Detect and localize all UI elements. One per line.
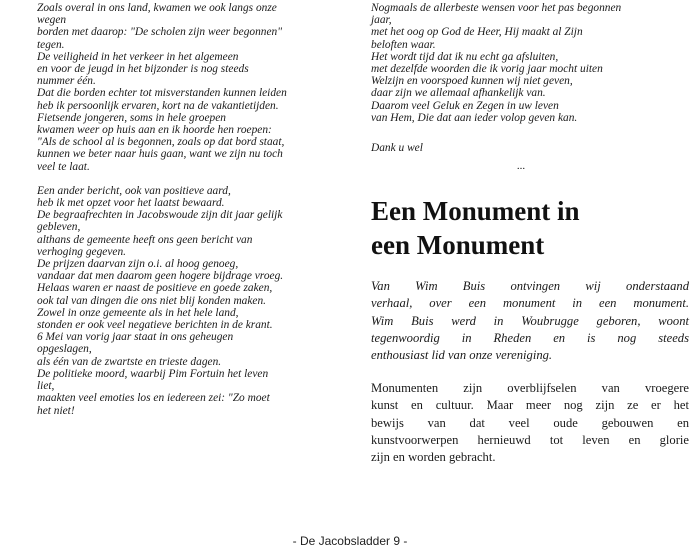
poem-line: als één van de zwartste en trieste dagen.	[37, 355, 222, 368]
poem-line: liet,	[37, 380, 55, 393]
section-separator: ...	[516, 160, 526, 173]
poem-line: gebleven,	[37, 221, 81, 234]
poem-line: nummer één.	[37, 75, 96, 88]
body-line: kunst en cultuur. Maar meer nog zijn ze er het	[371, 398, 689, 413]
poem-line: maakten veel emoties los en iedereen zei: "Zo moet	[37, 392, 270, 405]
left-column	[37, 2, 355, 417]
closing-thanks: Dank u wel	[371, 142, 423, 155]
poem-line: Fietsende jongeren, soms in hele groepen	[37, 111, 226, 124]
article-body	[371, 380, 689, 466]
poem-stanza-2	[37, 185, 355, 417]
poem-line: met het oog op God de Heer, Hij maakt al Zijn	[371, 26, 583, 39]
poem-line: jaar,	[371, 14, 392, 27]
poem-line: Dat die borden echter tot misverstanden kunnen leiden	[37, 87, 287, 100]
poem-line: kwamen weer op huis aan en ik hoorde hen roepen:	[37, 124, 272, 137]
poem-line: De prijzen daarvan zijn o.i. al hoog genoeg,	[37, 258, 239, 271]
poem-line: borden met daarop: "De scholen zijn weer begonnen"	[37, 26, 283, 39]
body-line: zijn en worden gebracht.	[371, 450, 496, 465]
poem-stanza-1	[37, 2, 355, 173]
article-title	[371, 194, 689, 262]
article-intro	[371, 278, 689, 364]
poem-line: Helaas waren er naast de positieve en goede zaken,	[37, 282, 273, 295]
poem-line: daar zijn we allemaal afhankelijk van.	[371, 87, 546, 100]
poem-line: verhoging gegeven.	[37, 245, 126, 258]
poem-line: "Als de school al is begonnen, zoals op dat bord staat,	[37, 136, 285, 149]
poem-line: kunnen we beter naar huis gaan, want we zijn nu toch	[37, 148, 283, 161]
poem-line: tegen.	[37, 38, 65, 51]
poem-line: ook tal van dingen die ons niet blij konden maken.	[37, 294, 267, 307]
intro-line: tegenwoordig in Rheden en is nog steeds	[371, 330, 689, 345]
right-column	[371, 2, 689, 466]
poem-stanza-closing	[371, 2, 689, 124]
poem-line: beloften waar.	[371, 38, 436, 51]
body-line: bewijs van dat veel oude gebouwen en	[371, 415, 689, 430]
intro-line: enthousiast lid van onze vereniging.	[371, 348, 553, 363]
poem-line: De veiligheid in het verkeer in het algemeen	[37, 50, 239, 63]
poem-line: opgeslagen,	[37, 343, 92, 356]
poem-line: het niet!	[37, 404, 75, 417]
poem-line: van Hem, Die dat aan ieder volop geven kan.	[371, 111, 578, 124]
article-title-line: een Monument	[371, 230, 545, 261]
poem-line: De begraafrechten in Jacobswoude zijn dit jaar gelijk	[37, 209, 283, 222]
article-title-line: Een Monument in	[371, 196, 580, 227]
poem-line: met dezelfde woorden die ik vorig jaar mocht uiten	[371, 63, 603, 76]
poem-line: Een ander bericht, ook van positieve aard,	[37, 184, 231, 197]
poem-line: en voor de jeugd in het bijzonder is nog steeds	[37, 63, 249, 76]
poem-line: Nogmaals de allerbeste wensen voor het pas begonnen	[371, 2, 622, 14]
poem-line: Welzijn en voorspoed kunnen wij niet geven,	[371, 75, 573, 88]
poem-line: vandaar dat men daarom geen hogere bijdrage vroeg.	[37, 270, 284, 283]
poem-line: stonden er ook veel negatieve berichten in de krant.	[37, 319, 273, 332]
poem-line: heb ik persoonlijk ervaren, kort na de vakantietijden.	[37, 99, 279, 112]
intro-line: Wim Buis werd in Woubrugge geboren, woont	[371, 313, 689, 328]
poem-line: De politieke moord, waarbij Pim Fortuin het leven	[37, 367, 269, 380]
poem-line: Zowel in onze gemeente als in het hele land,	[37, 306, 239, 319]
poem-line: Daarom veel Geluk en Zegen in uw leven	[371, 99, 559, 112]
stanza-gap	[37, 173, 355, 185]
poem-line: veel te laat.	[37, 160, 90, 173]
body-line: Monumenten zijn overblijfselen van vroegere	[371, 381, 689, 396]
poem-line: wegen	[37, 14, 67, 27]
page-footer: - De Jacobsladder 9 -	[292, 534, 408, 548]
poem-line: Zoals overal in ons land, kwamen we ook langs onze	[37, 2, 277, 14]
intro-line: verhaal, over een monument in een monument.	[371, 296, 689, 311]
poem-line: althans de gemeente heeft ons geen bericht van	[37, 233, 253, 246]
body-line: kunstvoorwerpen hernieuwd tot leven en glorie	[371, 432, 689, 447]
intro-line: Van Wim Buis ontvingen wij onderstaand	[371, 279, 689, 294]
poem-line: heb ik met opzet voor het laatst bewaard.	[37, 197, 225, 210]
poem-line: 6 Mei van vorig jaar staat in ons geheugen	[37, 331, 234, 344]
poem-line: Het wordt tijd dat ik nu echt ga afsluiten,	[371, 50, 559, 63]
